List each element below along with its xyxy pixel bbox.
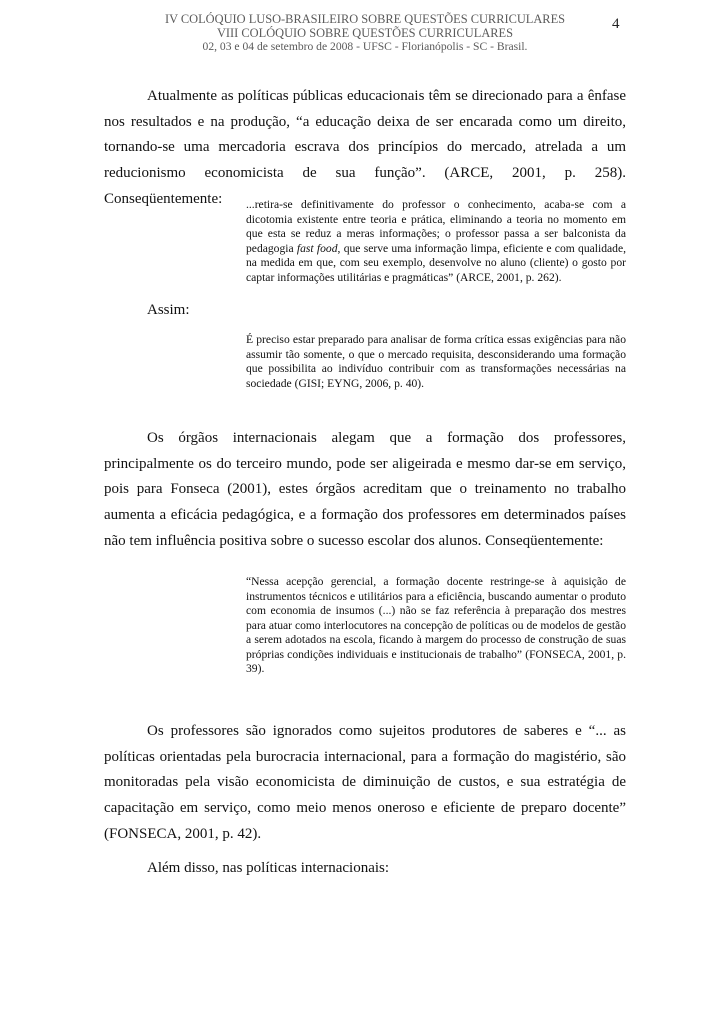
block-quote-2: É preciso estar preparado para analisar de forma crítica essas exigências para não assumir tão somente, o que o mercado requisita, desconsiderando uma formação que possibilita ao indivíduo contribuir com as transformações necessárias na sociedade (GISI; EYNG, 2006, p. 40). [246, 333, 626, 390]
block-quote-1 [246, 198, 626, 285]
paragraph-4: Os professores são ignorados como sujeitos produtores de saberes e “... as políticas orientadas pela burocracia internacional, para a formação do magistério, são monitoradas pela visão economicista de diminuição de custos, e sua estratégia de capacitação em serviço, como meio menos oneroso e eficiente de preparo docente” (FONSECA, 2001, p. 42). [104, 723, 626, 842]
page-number: 4 [612, 16, 620, 32]
paragraph-2: Assim: [147, 302, 190, 318]
paragraph-3: Os órgãos internacionais alegam que a formação dos professores, principalmente os do terceiro mundo, pode ser aligeirada e mesmo dar-se em serviço, pois para Fonseca (2001), estes órgãos acreditam que o treinamento no trabalho aumenta a eficácia pedagógica, e a formação dos professores em determinados países não tem influência positiva sobre o sucesso escolar dos alunos. Conseqüentemente: [104, 430, 626, 549]
quote-1-text-after: , que serve uma informação limpa, eficiente e com qualidade, na medida em que, com seu exemplo, desenvolve no aluno (cliente) o gosto por captar informações utilitárias e pragmáticas” (ARCE, 2001, p. 262). [246, 241, 626, 284]
header-line-2: VIII COLÓQUIO SOBRE QUESTÕES CURRICULARES [216, 26, 513, 40]
conference-header [160, 12, 570, 54]
header-line-1: IV COLÓQUIO LUSO-BRASILEIRO SOBRE QUESTÕES CURRICULARES [164, 12, 566, 26]
quote-1-text-before: ...retira-se definitivamente do professor o conhecimento, acaba-se com a dicotomia existente entre teoria e prática, eliminando a teoria no momento em que esta se reduz a meras informações; o professor passa a ser balconista da pedagogia [246, 198, 626, 255]
block-quote-3: “Nessa acepção gerencial, a formação docente restringe-se à aquisição de instrumentos técnicos e utilitários para a eficiência, buscando aumentar o produto com economia de insumos (...) não se faz referência à preparação dos mestres para atuar como interlocutores na concepção de políticas ou de modelos de gestão a serem adotados na escola, ficando à margem do processo de construção de suas próprias condições individuais e institucionais de trabalho” (FONSECA, 2001, p. 39). [246, 575, 626, 675]
quote-1-emphasis: fast food [296, 241, 338, 255]
paragraph-1: Atualmente as políticas públicas educacionais têm se direcionado para a ênfase nos resultados e na produção, “a educação deixa de ser encarada como um direito, tornando-se uma mercadoria escrava dos princípios do mercado, atrelada a um reducionismo economicista de sua função”. (ARCE, 2001, p. 258). Conseqüentemente: [104, 88, 626, 207]
header-line-3: 02, 03 e 04 de setembro de 2008 - UFSC - Florianópolis - SC - Brasil. [202, 40, 528, 53]
paragraph-5: Além disso, nas políticas internacionais: [147, 860, 390, 876]
